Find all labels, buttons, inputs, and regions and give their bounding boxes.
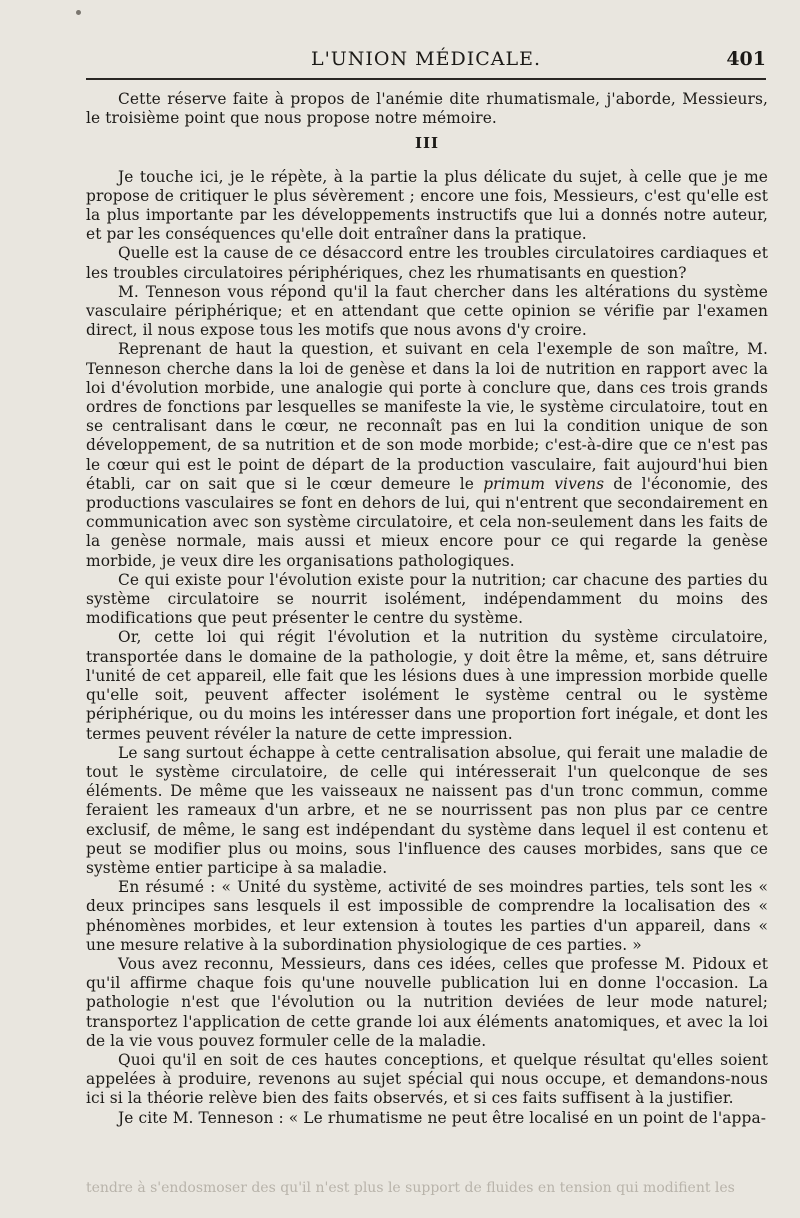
body-text [86, 90, 768, 1128]
paragraph: Quoi qu'il en soit de ces hautes conceptions, et quelque résultat qu'elles soient appelées à produire, revenons au sujet spécial qui nous occupe, et demandons-nous ici si la théorie relève bien des faits observés, et si ces faits suffisent à la justifier. [86, 1050, 768, 1108]
page-number: 401 [726, 48, 766, 70]
paragraph: Le sang surtout échappe à cette centralisation absolue, qui ferait une maladie de tout le système circulatoire, de celle qui intéresserait l'un quelconque de ses éléments. De même que les vaisseaux ne naissent pas d'un tronc commun, comme feraient les rameaux d'un arbre, et ne se nourrissent pas non plus par ce centre exclusif, de même, le sang est indépendant du système dans lequel il est contenu et peut se modifier plus ou moins, sous l'influence des causes morbides, sans que ce système entier participe à sa maladie. [86, 743, 768, 877]
paragraph: M. Tenneson vous répond qu'il la faut chercher dans les altérations du système vasculaire périphérique; et en attendant que cette opinion se vérifie par l'examen direct, il nous expose tous les motifs que nous avons d'y croire. [86, 282, 768, 340]
paragraph: Ce qui existe pour l'évolution existe pour la nutrition; car chacune des parties du système circulatoire se nourrit isolément, indépendamment du moins des modifications que peut présenter le centre du système. [86, 570, 768, 628]
paragraph: Or, cette loi qui régit l'évolution et la nutrition du système circulatoire, transportée dans le domaine de la pathologie, y doit être la même, et, sans détruire l'unité de cet appareil, elle fait que les lésions dues à une impression morbide quelle qu'elle soit, peuvent affecter isolément le système central ou le système périphérique, ou du moins les intéresser dans une proportion fort inégale, et dont les termes peuvent révéler la nature de cette impression. [86, 628, 768, 743]
paragraph-text: Reprenant de haut la question, et suivant en cela l'exemple de son maître, M. Tenneson cherche dans la loi de genèse et dans la loi de nutrition en rapport avec la loi d'évolution morbide, une analogie qui porte à conclure que, dans ces trois grands ordres de fonctions par lesquelles se manifeste la vie, le système circulatoire, tout en se centralisant dans le cœur, ne reconnaît pas en lui la condition unique de son développement, de sa nutrition et de son mode morbide; c'est-à-dire que ce n'est pas le cœur qui est le point de départ de la production vasculaire, fait aujourd'hui bien établi, car on sait que si le cœur demeure le [86, 340, 768, 493]
paragraph: Cette réserve faite à propos de l'anémie dite rhumatismale, j'aborde, Messieurs, le troisième point que nous propose notre mémoire. [86, 90, 768, 128]
paragraph [86, 340, 768, 570]
running-header [86, 48, 766, 74]
header-rule [86, 78, 766, 80]
ink-spot [76, 10, 81, 15]
italic-term: primum vivens [483, 474, 605, 493]
paragraph-text: de l'économie, des productions vasculaires se font en dehors de lui, qui n'entrent que secondairement en communication avec son système circulatoire, et cela non-seulement dans les faits de la genèse normale, mais aussi et mieux encore pour ce qui regarde la genèse morbide, je veux dire les organisations pathologiques. [86, 474, 768, 570]
bleed-through-text: tendre à s'endosmoser des qu'il n'est plus le support de fluides en tension qui modifient les [86, 1180, 735, 1196]
paragraph: En résumé : « Unité du système, activité de ses moindres parties, tels sont les « deux principes sans lesquels il est impossible de comprendre la localisation des « phénomènes morbides, et leur extension à toutes les parties d'un appareil, dans « une mesure relative à la subordination physiologique de ces parties. » [86, 878, 768, 954]
paragraph: Quelle est la cause de ce désaccord entre les troubles circulatoires cardiaques et les troubles circulatoires périphériques, chez les rhumatisants en question? [86, 244, 768, 282]
paragraph: Je touche ici, je le répète, à la partie la plus délicate du sujet, à celle que je me propose de critiquer le plus sévèrement ; encore une fois, Messieurs, c'est qu'elle est la plus importante par les développements instructifs que lui a donnés notre auteur, et par les conséquences qu'elle doit entraîner dans la pratique. [86, 167, 768, 244]
paragraph: Vous avez reconnu, Messieurs, dans ces idées, celles que professe M. Pidoux et qu'il affirme chaque fois qu'une nouvelle publication lui en donne l'occasion. La pathologie n'est que l'évolution ou la nutrition deviées de leur mode naturel; transportez l'application de cette grande loi aux éléments anatomiques, et avec la loi de la vie vous pouvez formuler celle de la maladie. [86, 954, 768, 1050]
paragraph: Je cite M. Tenneson : « Le rhumatisme ne peut être localisé en un point de l'appa- [118, 1108, 767, 1127]
journal-title: L'UNION MÉDICALE. [310, 48, 542, 70]
section-number: III [414, 134, 440, 153]
